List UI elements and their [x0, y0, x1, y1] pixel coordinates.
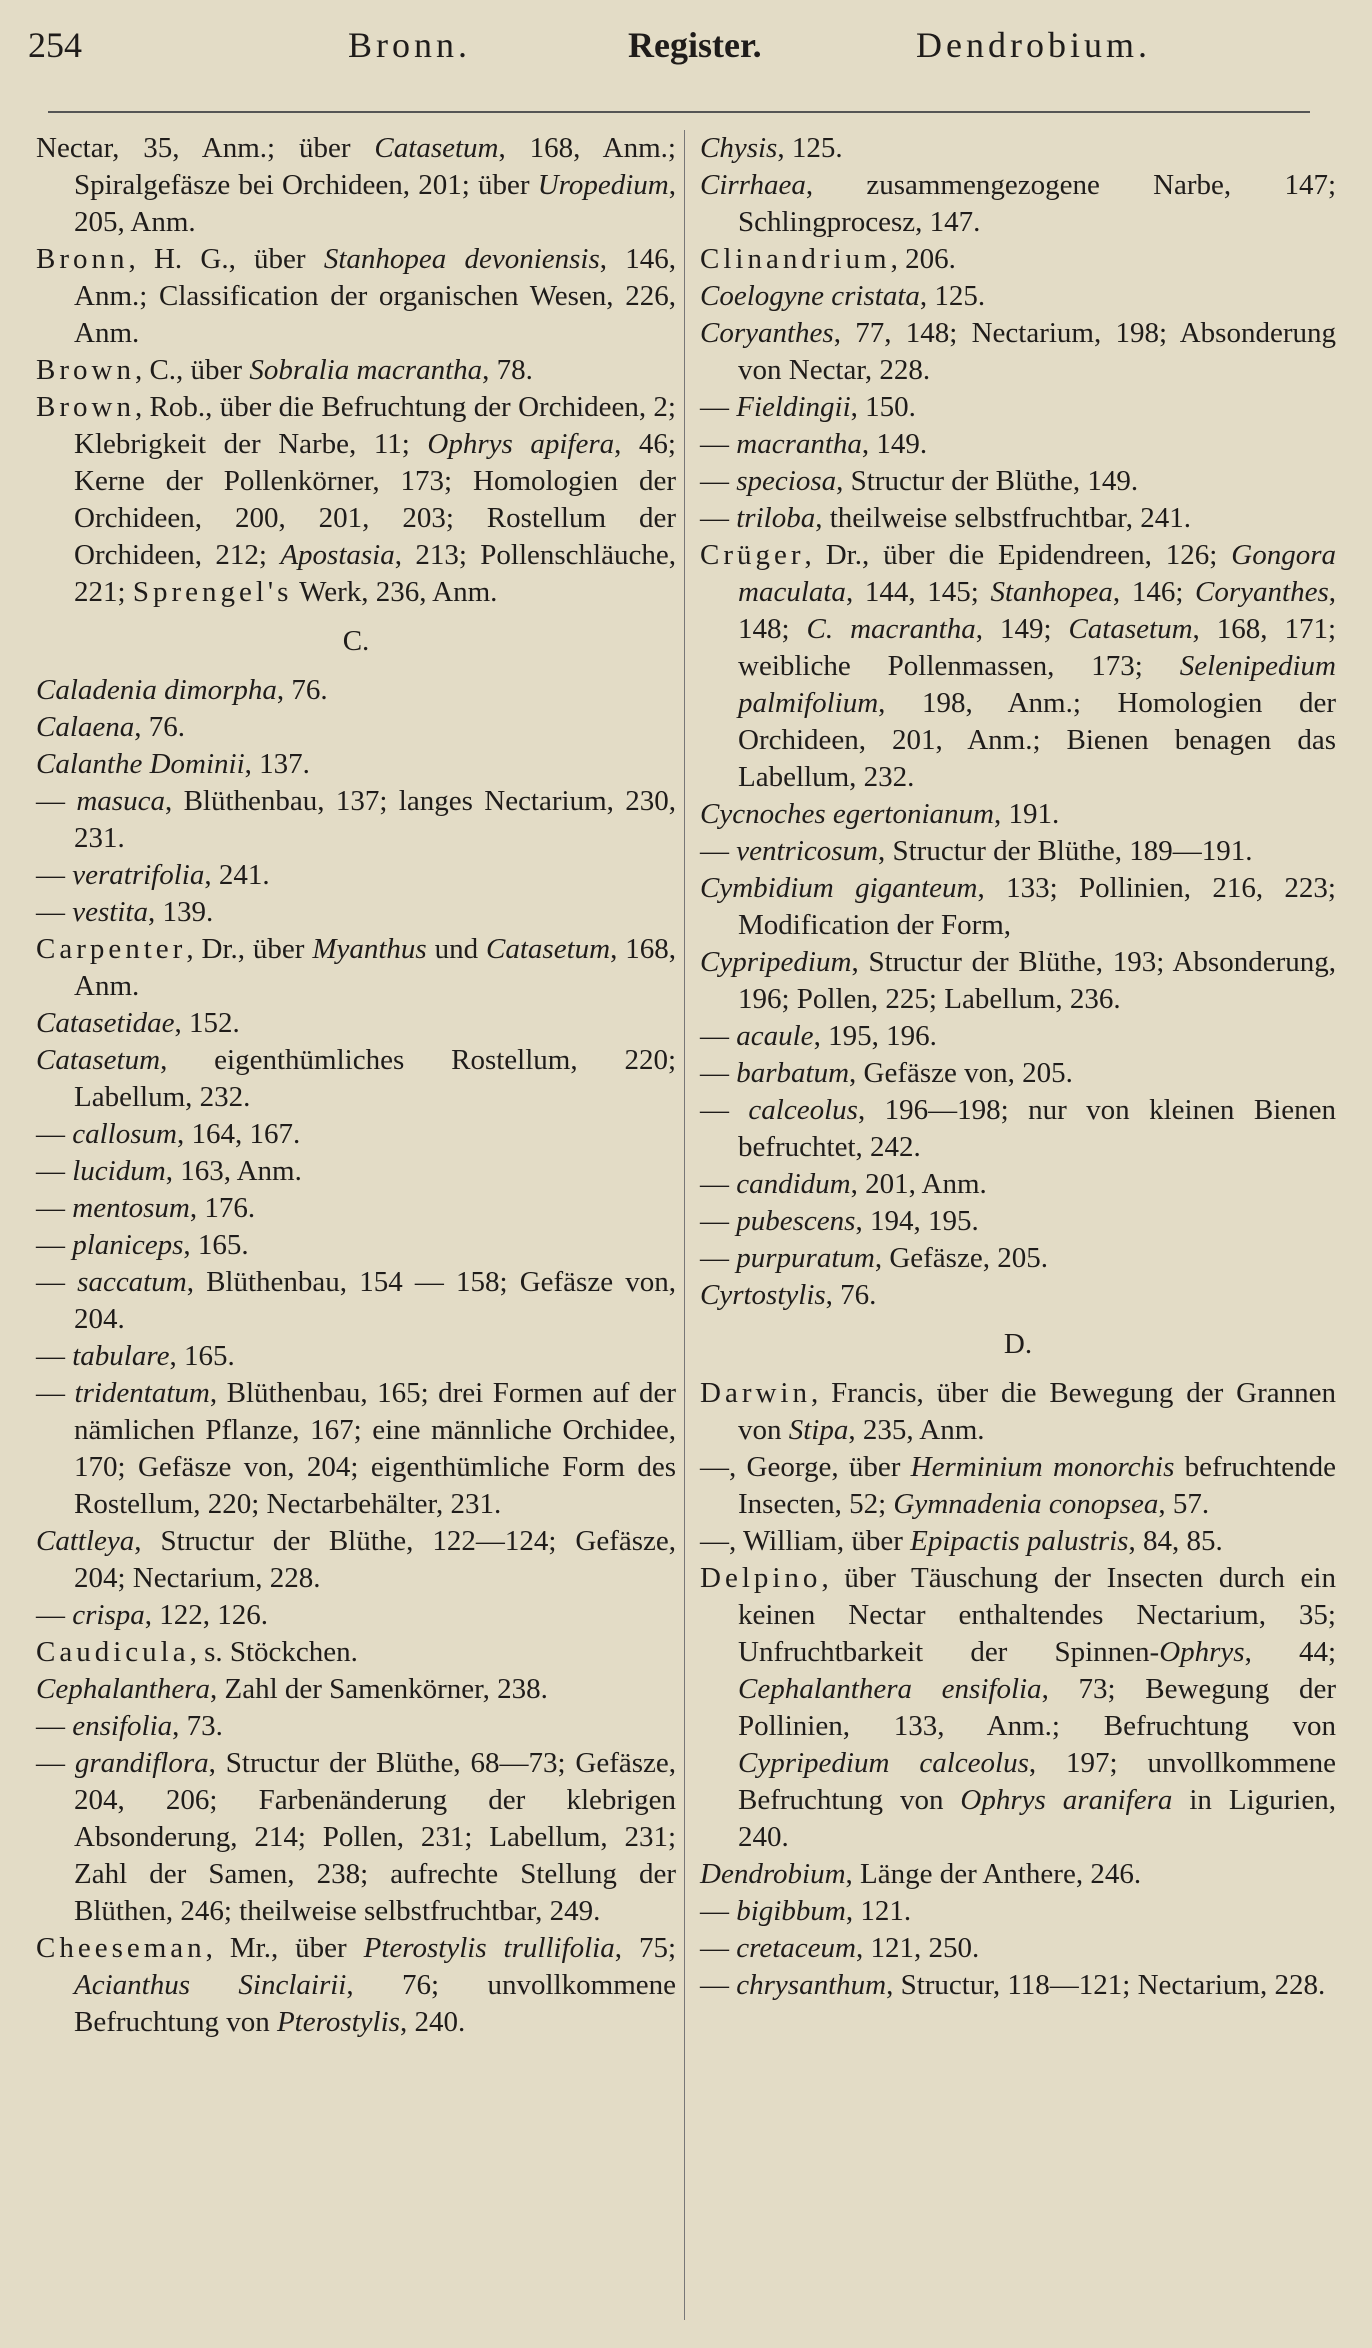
entry-text: —	[36, 1599, 73, 1631]
entry-text: , 121, 250.	[855, 1932, 980, 1964]
index-entry	[700, 426, 1336, 463]
entry-text: —	[700, 1057, 737, 1089]
author-name: Bronn	[36, 243, 129, 275]
entry-text: befruchtende Insecten, 52;	[738, 1451, 1336, 1520]
author-name: Cheeseman	[36, 1932, 206, 1964]
taxon-name: masuca	[76, 785, 165, 817]
entry-text: , 240.	[399, 2006, 466, 2038]
entry-text: , Structur der Blüthe, 189—191.	[878, 835, 1253, 867]
taxon-name: purpuratum	[736, 1242, 875, 1274]
header-left: Bronn.	[348, 25, 471, 65]
index-entry	[36, 1190, 676, 1227]
entry-text: , 163, Anm.	[165, 1155, 302, 1187]
taxon-name: Stanhopea	[990, 576, 1113, 608]
entry-text: —	[700, 1895, 737, 1927]
entry-text: , 201, Anm.	[850, 1168, 987, 1200]
index-entry	[700, 130, 1336, 167]
entry-text: , 195, 196.	[813, 1020, 937, 1052]
taxon-name: candidum	[736, 1168, 851, 1200]
index-entry	[700, 1856, 1336, 1893]
entry-text: , Blüthenbau, 154 — 158; Gefäsze von, 204.	[74, 1266, 676, 1335]
taxon-name: grandiflora	[74, 1747, 209, 1779]
entry-text: , Länge der Anthere, 246.	[845, 1858, 1142, 1890]
taxon-name: pubescens	[736, 1205, 856, 1237]
taxon-name: Cypripedium calceolus	[738, 1747, 1029, 1779]
entry-text: , 152.	[174, 1007, 240, 1039]
taxon-name: Cycnoches egertonianum	[700, 798, 994, 830]
taxon-name: macrantha	[736, 428, 862, 460]
entry-text: —	[36, 785, 77, 817]
index-entry	[36, 130, 676, 241]
entry-text: —	[36, 1710, 73, 1742]
index-entry	[36, 1930, 676, 2041]
index-entry	[700, 1893, 1336, 1930]
entry-text: —	[700, 428, 737, 460]
entry-text: —	[36, 1118, 73, 1150]
entry-text: , 125.	[777, 132, 843, 164]
entry-text: —	[700, 1094, 749, 1126]
entry-text: , 57.	[1158, 1488, 1210, 1520]
index-entry	[36, 1227, 676, 1264]
entry-text: , 149;	[975, 613, 1069, 645]
index-entry	[36, 1708, 676, 1745]
taxon-name: Ophrys apifera	[427, 428, 615, 460]
taxon-name: Pterostylis trullifolia	[363, 1932, 615, 1964]
index-entry	[700, 1277, 1336, 1314]
author-name: Carpenter	[36, 933, 187, 965]
author-name: Darwin	[700, 1377, 811, 1409]
index-entry	[36, 709, 676, 746]
taxon-name: Dendrobium	[700, 1858, 846, 1890]
header-rule	[48, 111, 1310, 113]
entry-text: —	[700, 1969, 737, 2001]
entry-text: , 206.	[890, 243, 956, 275]
entry-text: , 125.	[919, 280, 986, 312]
index-entry	[36, 1338, 676, 1375]
taxon-name: Herminium monorchis	[910, 1451, 1175, 1483]
author-name: Brown	[36, 354, 135, 386]
entry-text: , 165.	[169, 1340, 235, 1372]
author-name: Caudicula	[36, 1636, 190, 1668]
taxon-name: Calaena	[36, 711, 135, 743]
index-entry	[700, 537, 1336, 796]
entry-text: , über Täuschung der Insecten durch ein keinen Nectar enthaltendes Nectarium, 35; Unfruchtbarkeit der Spinnen-	[738, 1562, 1336, 1668]
section-letter: C.	[342, 625, 370, 657]
entry-text: , 168, 171; weibliche Pollenmassen, 173;	[738, 613, 1337, 682]
taxon-name: Coryanthes	[700, 317, 834, 349]
taxon-name: tridentatum	[74, 1377, 210, 1409]
taxon-name: Epipactis palustris	[910, 1525, 1129, 1557]
entry-text: , 76.	[134, 711, 186, 743]
index-entry	[36, 746, 676, 783]
index-entry	[700, 463, 1336, 500]
taxon-name: Acianthus Sinclairii	[74, 1969, 347, 2001]
entry-text: , Blüthenbau, 137; langes Nectarium, 230, 231.	[74, 785, 676, 854]
taxon-name: calceolus	[748, 1094, 858, 1126]
taxon-name: Chysis	[700, 132, 778, 164]
entry-text: , 44;	[1244, 1636, 1336, 1668]
entry-text: , 76.	[276, 674, 328, 706]
index-entry	[700, 1560, 1336, 1856]
taxon-name: Cephalanthera	[36, 1673, 210, 1705]
entry-text: , 241.	[204, 859, 270, 891]
entry-text: , 165.	[183, 1229, 249, 1261]
taxon-name: Selenipedium palmifolium	[738, 650, 1336, 719]
taxon-name: Ophrys	[1159, 1636, 1245, 1668]
entry-text: , 213; Pollenschläuche, 221;	[74, 539, 676, 608]
index-entry	[700, 944, 1336, 1018]
index-entry	[700, 1240, 1336, 1277]
entry-text: , 122, 126.	[144, 1599, 268, 1631]
taxon-name: Myanthus	[312, 933, 427, 965]
entry-text: , 46; Kerne der Pollenkörner, 173; Homologien der Orchideen, 200, 201, 203; Rostellum der Orchideen, 212;	[74, 428, 676, 571]
column-divider	[684, 130, 685, 2320]
taxon-name: cretaceum	[736, 1932, 856, 1964]
entry-text: , Francis, über die Bewegung der Grannen von	[738, 1377, 1336, 1446]
taxon-name: barbatum	[736, 1057, 850, 1089]
entry-text: , 150.	[850, 391, 916, 423]
taxon-name: acaule	[736, 1020, 814, 1052]
taxon-name: Coryanthes	[1195, 576, 1329, 608]
author-name: Sprengel's	[132, 576, 293, 608]
entry-text: , 84, 85.	[1128, 1525, 1223, 1557]
index-entry	[36, 857, 676, 894]
index-entry	[700, 1055, 1336, 1092]
index-entry	[700, 1967, 1336, 2004]
index-entry	[36, 931, 676, 1005]
entry-text: , 176.	[189, 1192, 256, 1224]
entry-text: —	[36, 1229, 73, 1261]
entry-text: , 196—198; nur von kleinen Bienen befruchtet, 242.	[738, 1094, 1336, 1163]
entry-text: —	[700, 1242, 737, 1274]
taxon-name: Cattleya	[36, 1525, 135, 1557]
entry-text: —	[700, 1020, 737, 1052]
entry-text: , 121.	[845, 1895, 912, 1927]
entry-text: , 164, 167.	[176, 1118, 301, 1150]
entry-text: , 191.	[993, 798, 1060, 830]
entry-text: , Gefäsze, 205.	[874, 1242, 1048, 1274]
taxon-name: Cephalanthera ensifolia	[738, 1673, 1042, 1705]
index-entry	[700, 500, 1336, 537]
entry-text: —	[700, 835, 737, 867]
index-entry	[36, 1523, 676, 1597]
entry-text: , zusammengezogene Narbe, 147; Schlingprocesz, 147.	[738, 169, 1336, 238]
entry-text: —	[36, 1266, 78, 1298]
entry-text: , 73.	[172, 1710, 223, 1742]
taxon-name: Fieldingii	[736, 391, 851, 423]
taxon-name: Catasetum	[486, 933, 611, 965]
index-entry	[700, 1930, 1336, 1967]
author-name: Clinandrium	[700, 243, 891, 275]
index-entry	[36, 1671, 676, 1708]
taxon-name: Stanhopea devoniensis	[323, 243, 600, 275]
entry-text: , eigenthümliches Rostellum, 220; Labellum, 232.	[74, 1044, 676, 1113]
entry-text: , 235, Anm.	[848, 1414, 985, 1446]
entry-text: , Structur der Blüthe, 68—73; Gefäsze, 204, 206; Farbenänderung der klebrigen Absonderung, 214; Pollen, 231; Labellum, 231; Zahl der Samen, 238; aufrechte Stellung der Blüthen, 246; theilweise selbstfruchtbar, 249.	[74, 1747, 677, 1927]
entry-text: , C., über	[134, 354, 250, 386]
entry-text: —	[36, 1340, 73, 1372]
header-center: Register.	[628, 25, 762, 65]
taxon-name: Ophrys aranifera	[960, 1784, 1173, 1816]
taxon-name: Pterostylis	[276, 2006, 400, 2038]
entry-text: , Structur der Blüthe, 149.	[836, 465, 1139, 497]
index-entry	[700, 167, 1336, 241]
taxon-name: Cyrtostylis	[700, 1279, 826, 1311]
taxon-name: ventricosum	[736, 835, 878, 867]
entry-text: , 148;	[738, 576, 1336, 645]
index-entry	[700, 1092, 1336, 1166]
taxon-name: Cypripedium	[700, 946, 852, 978]
index-entry	[700, 1203, 1336, 1240]
index-entry	[700, 870, 1336, 944]
index-entry	[700, 833, 1336, 870]
taxon-name: mentosum	[72, 1192, 190, 1224]
index-entry	[700, 1018, 1336, 1055]
taxon-name: Gymnadenia conopsea	[893, 1488, 1159, 1520]
taxon-name: Cirrhaea	[700, 169, 806, 201]
index-entry	[36, 1597, 676, 1634]
index-entry	[700, 1375, 1336, 1449]
index-entry	[36, 1264, 676, 1338]
taxon-name: veratrifolia	[72, 859, 205, 891]
entry-text: , Zahl der Samenkörner, 238.	[210, 1673, 548, 1705]
entry-text: —, George, über	[700, 1451, 911, 1483]
entry-text: —	[700, 502, 737, 534]
index-entry	[36, 1116, 676, 1153]
taxon-name: tabulare	[72, 1340, 170, 1372]
entry-text: , 205, Anm.	[74, 169, 676, 238]
index-entry	[36, 1153, 676, 1190]
section-letter: D.	[1003, 1328, 1033, 1360]
index-entry	[36, 1375, 676, 1523]
running-header	[28, 24, 1332, 74]
taxon-name: Catasetum	[374, 132, 499, 164]
index-entry	[36, 1042, 676, 1116]
index-entry	[36, 672, 676, 709]
taxon-name: crispa	[72, 1599, 145, 1631]
entry-text: —	[36, 1377, 75, 1409]
author-name: Brown	[36, 391, 135, 423]
entry-text: —	[36, 859, 73, 891]
taxon-name: planiceps	[72, 1229, 184, 1261]
index-entry	[36, 1745, 676, 1930]
entry-text: , theilweise selbstfruchtbar, 241.	[815, 502, 1191, 534]
page-number: 254	[28, 25, 82, 65]
entry-text: in Ligurien, 240.	[738, 1784, 1336, 1853]
entry-text: —	[700, 1168, 737, 1200]
index-entry	[36, 1634, 676, 1671]
taxon-name: Catasetidae	[36, 1007, 175, 1039]
entry-text: , Mr., über	[205, 1932, 364, 1964]
entry-text: , 146;	[1112, 576, 1196, 608]
index-entry	[700, 315, 1336, 389]
entry-text: , 168, Anm.; Spiralgefäsze bei Orchideen, 201; über	[74, 132, 676, 201]
taxon-name: vestita	[72, 896, 148, 928]
entry-text: —	[700, 391, 737, 423]
entry-text: und	[426, 933, 487, 965]
taxon-name: Coelogyne cristata	[700, 280, 920, 312]
taxon-name: Caladenia dimorpha	[36, 674, 277, 706]
entry-text: , 76; unvollkommene Befruchtung von	[74, 1969, 676, 2038]
entry-text: , H. G., über	[128, 243, 324, 275]
taxon-name: Sobralia macrantha	[249, 354, 483, 386]
entry-text: —	[700, 1205, 737, 1237]
index-column-left	[36, 130, 676, 2041]
taxon-name: callosum	[72, 1118, 177, 1150]
taxon-name: Catasetum	[36, 1044, 161, 1076]
entry-text: , 146, Anm.; Classification der organischen Wesen, 226, Anm.	[74, 243, 676, 349]
entry-text: , 198, Anm.; Homologien der Orchideen, 201, Anm.; Bienen benagen das Labellum, 232.	[738, 687, 1336, 793]
index-entry	[700, 1523, 1336, 1560]
index-entry	[700, 1166, 1336, 1203]
taxon-name: Uropedium	[537, 169, 669, 201]
index-entry	[36, 352, 676, 389]
taxon-name: Calanthe Dominii	[36, 748, 245, 780]
entry-text: —	[36, 896, 73, 928]
entry-text: , Rob., über die Befruchtung der Orchideen, 2; Klebrigkeit der Narbe, 11;	[74, 391, 676, 460]
taxon-name: speciosa	[736, 465, 837, 497]
entry-text: —	[36, 1747, 75, 1779]
taxon-name: lucidum	[72, 1155, 166, 1187]
entry-text: Werk, 236, Anm.	[292, 576, 498, 608]
taxon-name: Cymbidium giganteum	[700, 872, 978, 904]
entry-text: —	[700, 465, 737, 497]
taxon-name: Gongora maculata	[738, 539, 1336, 608]
index-column-right	[700, 130, 1336, 2004]
taxon-name: saccatum	[77, 1266, 187, 1298]
entry-text: , s. Stöckchen.	[189, 1636, 358, 1668]
entry-text: —	[700, 1932, 737, 1964]
entry-text: —	[36, 1155, 73, 1187]
index-entry	[700, 278, 1336, 315]
index-entry	[36, 783, 676, 857]
taxon-name: C. macrantha	[806, 613, 976, 645]
entry-text: , Dr., über die Epidendreen, 126;	[804, 539, 1232, 571]
taxon-name: bigibbum	[736, 1895, 846, 1927]
entry-text: , 149.	[861, 428, 928, 460]
index-entry	[700, 389, 1336, 426]
taxon-name: Stipa	[788, 1414, 849, 1446]
entry-text: —	[36, 1192, 73, 1224]
author-name: Delpino	[700, 1562, 822, 1594]
entry-text: , 76.	[825, 1279, 877, 1311]
entry-text: , 78.	[482, 354, 533, 386]
index-entry	[36, 894, 676, 931]
entry-text: , 75;	[614, 1932, 677, 1964]
entry-text: , 168, Anm.	[74, 933, 676, 1002]
entry-text: , Gefäsze von, 205.	[849, 1057, 1073, 1089]
taxon-name: ensifolia	[72, 1710, 173, 1742]
entry-text: , 194, 195.	[855, 1205, 979, 1237]
entry-text: , 197; unvollkommene Befruchtung von	[738, 1747, 1336, 1816]
index-entry	[700, 241, 1336, 278]
author-name: Crüger	[700, 539, 805, 571]
header-right: Dendrobium.	[916, 25, 1151, 65]
entry-text: , 144, 145;	[845, 576, 991, 608]
index-entry	[700, 796, 1336, 833]
taxon-name: Apostasia	[280, 539, 395, 571]
entry-text: , 133; Pollinien, 216, 223; Modification der Form,	[738, 872, 1336, 941]
entry-text: , 137.	[244, 748, 310, 780]
taxon-name: triloba	[736, 502, 816, 534]
entry-text: Nectar, 35, Anm.; über	[36, 132, 375, 164]
index-entry	[36, 1005, 676, 1042]
entry-text: , 77, 148; Nectarium, 198; Absonderung von Nectar, 228.	[738, 317, 1336, 386]
entry-text: , Structur, 118—121; Nectarium, 228.	[886, 1969, 1326, 2001]
entry-text: , Blüthenbau, 165; drei Formen auf der nämlichen Pflanze, 167; eine männliche Orchidee, 170; Gefäsze von, 204; eigenthümliche Form des Rostellum, 220; Nectarbehälter, 231.	[74, 1377, 677, 1520]
taxon-name: Catasetum	[1068, 613, 1193, 645]
index-entry	[700, 1449, 1336, 1523]
entry-text: —, William, über	[700, 1525, 911, 1557]
index-entry	[36, 389, 676, 611]
index-entry	[36, 241, 676, 352]
taxon-name: chrysanthum	[736, 1969, 887, 2001]
entry-text: , Dr., über	[186, 933, 313, 965]
entry-text: , 73; Bewegung der Pollinien, 133, Anm.; Befruchtung von	[738, 1673, 1336, 1742]
entry-text: , Structur der Blüthe, 193; Absonderung, 196; Pollen, 225; Labellum, 236.	[738, 946, 1336, 1015]
entry-text: , 139.	[147, 896, 214, 928]
entry-text: , Structur der Blüthe, 122—124; Gefäsze, 204; Nectarium, 228.	[74, 1525, 676, 1594]
